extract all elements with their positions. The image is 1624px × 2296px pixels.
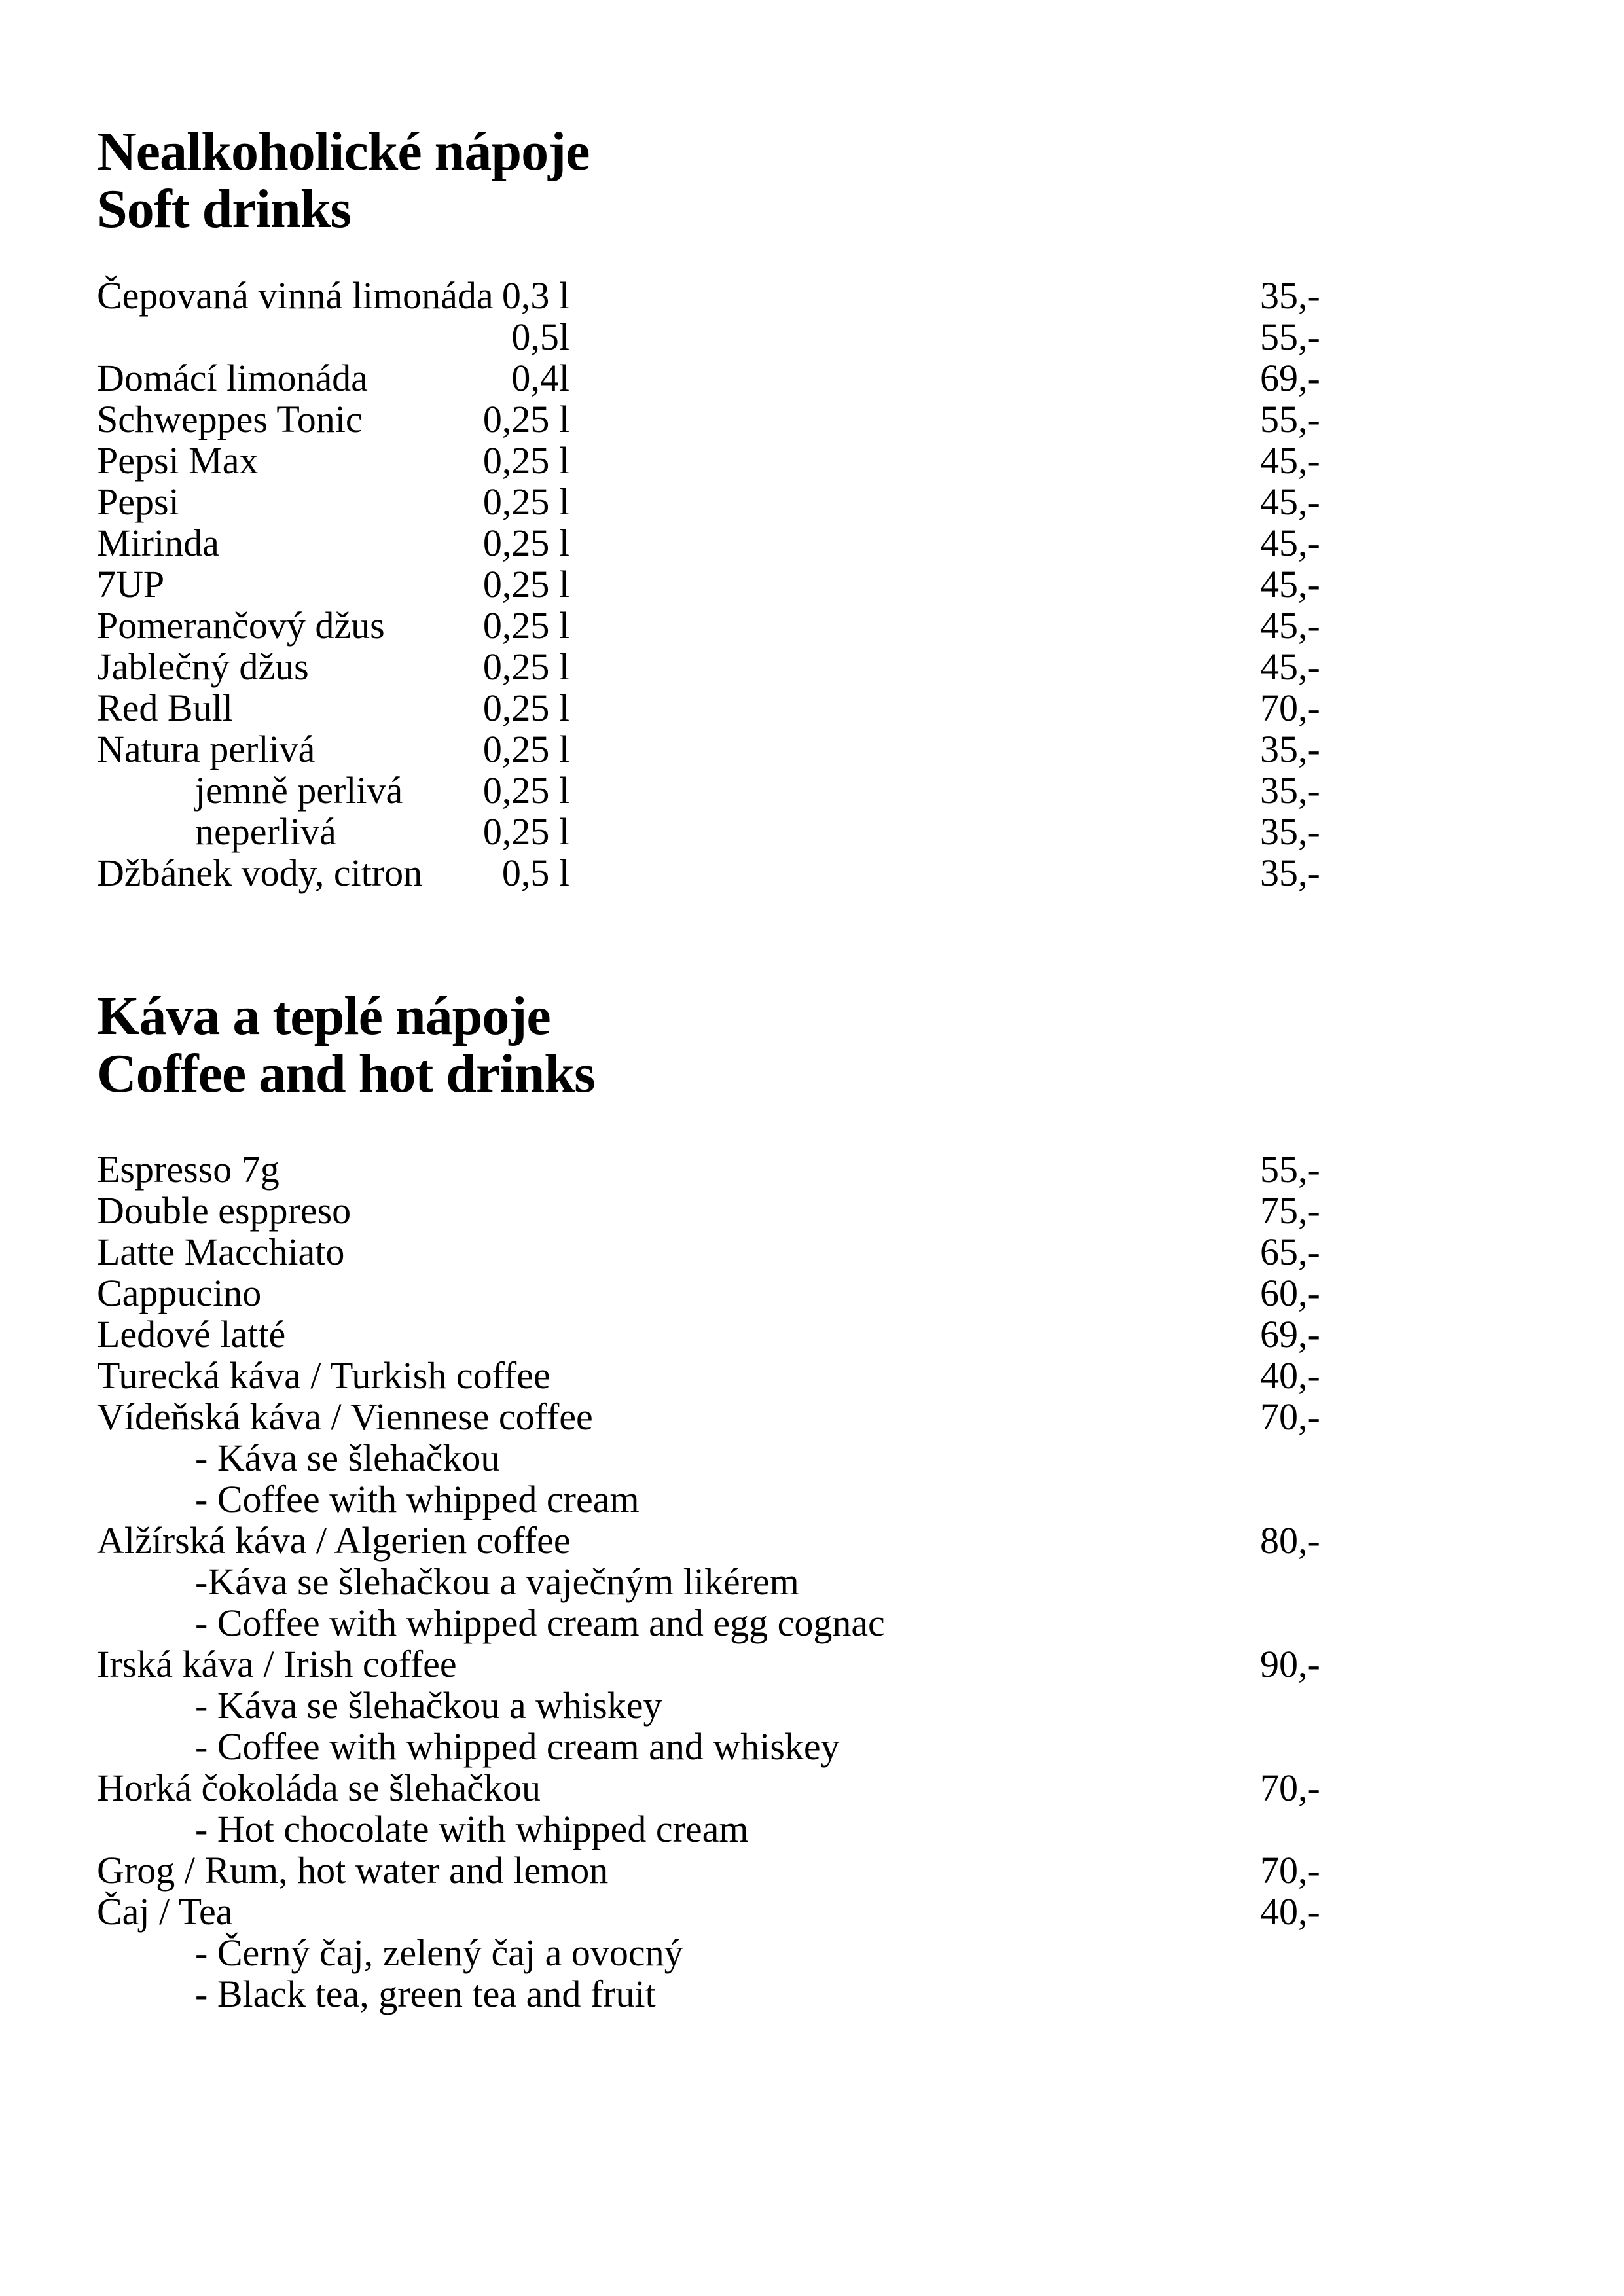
item-price: 40,-: [1260, 1354, 1320, 1397]
item-name: Mirinda: [97, 522, 219, 564]
item-name: Domácí limonáda: [97, 357, 368, 399]
menu-item-row: [97, 1891, 1624, 1932]
item-note: - Coffee with whipped cream: [195, 1478, 640, 1520]
item-price: 35,-: [1260, 810, 1320, 853]
item-price: 35,-: [1260, 728, 1320, 770]
item-note: - Černý čaj, zelený čaj a ovocný: [195, 1931, 683, 1974]
item-note: - Black tea, green tea and fruit: [195, 1973, 656, 2015]
item-note: -Káva se šlehačkou a vaječným likérem: [195, 1560, 799, 1603]
item-volume: 0,25 l: [482, 439, 569, 482]
item-name: Espresso 7g: [97, 1148, 280, 1191]
menu-item-note-row: [97, 1602, 1624, 1643]
menu-item-row: [97, 1396, 1624, 1437]
item-name: Red Bull: [97, 687, 233, 729]
item-note: - Káva se šlehačkou a whiskey: [195, 1684, 662, 1727]
menu-item-row: [97, 1314, 1624, 1355]
item-name: Džbánek vody, citron: [97, 852, 423, 894]
section-title-czech: Káva a teplé nápoje: [97, 986, 550, 1047]
item-volume: 0,25 l: [482, 563, 569, 605]
item-price: 55,-: [1260, 1148, 1320, 1191]
item-volume: 0,4l: [511, 357, 569, 399]
menu-item-note-row: [97, 1932, 1624, 1973]
menu-item-note-row: [97, 1808, 1624, 1850]
item-volume: 0,25 l: [482, 604, 569, 647]
menu-item-row: [97, 357, 1624, 399]
item-price: 35,-: [1260, 769, 1320, 812]
item-price: 55,-: [1260, 398, 1320, 440]
item-name: neperlivá: [195, 810, 336, 853]
item-price: 69,-: [1260, 357, 1320, 399]
item-price: 45,-: [1260, 522, 1320, 564]
menu-item-row: [97, 1767, 1624, 1808]
item-name: Vídeňská káva / Viennese coffee: [97, 1395, 593, 1438]
section-soft-drinks: [97, 123, 1624, 893]
item-name: Double esppreso: [97, 1189, 352, 1232]
item-volume: 0,25 l: [482, 728, 569, 770]
menu-item-row: [97, 687, 1624, 728]
item-volume: 0,25 l: [482, 687, 569, 729]
menu-item-row: [97, 1149, 1624, 1190]
item-price: 45,-: [1260, 439, 1320, 482]
menu-item-row: [97, 1272, 1624, 1314]
menu-item-row: [97, 770, 1624, 811]
menu-item-row: [97, 811, 1624, 852]
item-name: jemně perlivá: [195, 769, 403, 812]
item-price: 35,-: [1260, 852, 1320, 894]
menu-item-note-row: [97, 1479, 1624, 1520]
coffee-list: [97, 1149, 1624, 2015]
item-price: 45,-: [1260, 563, 1320, 605]
section-title-english: Coffee and hot drinks: [97, 1043, 595, 1104]
menu-item-row: [97, 522, 1624, 564]
item-name: Grog / Rum, hot water and lemon: [97, 1849, 609, 1892]
section-coffee-hot-drinks: [97, 988, 1624, 2015]
menu-item-note-row: [97, 1973, 1624, 2015]
item-price: 35,-: [1260, 274, 1320, 317]
item-name: Alžírská káva / Algerien coffee: [97, 1519, 571, 1562]
menu-item-row: [97, 564, 1624, 605]
item-price: 70,-: [1260, 1849, 1320, 1892]
item-volume: 0,25 l: [482, 769, 569, 812]
section-title-english: Soft drinks: [97, 179, 352, 240]
menu-item-row: [97, 1355, 1624, 1396]
item-price: 70,-: [1260, 687, 1320, 729]
item-price: 70,-: [1260, 1395, 1320, 1438]
item-name: Jablečný džus: [97, 645, 309, 688]
item-note: - Hot chocolate with whipped cream: [195, 1808, 749, 1850]
item-name: Natura perlivá: [97, 728, 316, 770]
item-price: 65,-: [1260, 1230, 1320, 1273]
item-volume: 0,25 l: [482, 398, 569, 440]
item-name: Irská káva / Irish coffee: [97, 1643, 457, 1685]
section-title-soft-drinks: [97, 123, 1624, 238]
item-volume: 0,25 l: [482, 522, 569, 564]
item-name: Ledové latté: [97, 1313, 286, 1355]
section-title-czech: Nealkoholické nápoje: [97, 121, 590, 182]
item-price: 75,-: [1260, 1189, 1320, 1232]
menu-item-row: [97, 399, 1624, 440]
menu-item-note-row: [97, 1726, 1624, 1767]
item-volume: 0,25 l: [482, 810, 569, 853]
item-price: 69,-: [1260, 1313, 1320, 1355]
item-name: Turecká káva / Turkish coffee: [97, 1354, 550, 1397]
item-price: 55,-: [1260, 315, 1320, 358]
menu-item-row: [97, 275, 1624, 316]
item-name: Latte Macchiato: [97, 1230, 345, 1273]
item-price: 70,-: [1260, 1767, 1320, 1809]
item-price: 45,-: [1260, 645, 1320, 688]
menu-item-note-row: [97, 1685, 1624, 1726]
section-title-coffee: [97, 988, 1624, 1103]
item-name: Pepsi Max: [97, 439, 259, 482]
item-price: 80,-: [1260, 1519, 1320, 1562]
menu-item-row: [97, 1850, 1624, 1891]
menu-item-row: [97, 646, 1624, 687]
item-name: Horká čokoláda se šlehačkou: [97, 1767, 541, 1809]
menu-item-row: [97, 728, 1624, 770]
item-price: 90,-: [1260, 1643, 1320, 1685]
item-note: - Coffee with whipped cream and egg cognac: [195, 1602, 885, 1644]
menu-item-note-row: [97, 1437, 1624, 1479]
item-note: - Coffee with whipped cream and whiskey: [195, 1725, 840, 1768]
item-name: Schweppes Tonic: [97, 398, 363, 440]
item-volume: 0,3 l: [501, 274, 569, 317]
item-price: 60,-: [1260, 1272, 1320, 1314]
item-note: - Káva se šlehačkou: [195, 1437, 500, 1479]
item-price: 40,-: [1260, 1890, 1320, 1933]
menu-item-row: [97, 852, 1624, 893]
menu-item-row: [97, 605, 1624, 646]
item-volume: 0,5 l: [501, 852, 569, 894]
item-volume: 0,5l: [511, 315, 569, 358]
item-volume: 0,25 l: [482, 645, 569, 688]
item-price: 45,-: [1260, 604, 1320, 647]
menu-item-row: [97, 1231, 1624, 1272]
item-name: 7UP: [97, 563, 165, 605]
soft-drinks-list: [97, 275, 1624, 893]
menu-item-row: [97, 316, 1624, 357]
item-volume: 0,25 l: [482, 480, 569, 523]
item-name: Čaj / Tea: [97, 1890, 233, 1933]
menu-item-row: [97, 440, 1624, 481]
menu-item-row: [97, 1520, 1624, 1561]
item-name: Čepovaná vinná limonáda: [97, 274, 494, 317]
menu-item-row: [97, 1643, 1624, 1685]
item-price: 45,-: [1260, 480, 1320, 523]
menu-item-row: [97, 481, 1624, 522]
menu-item-note-row: [97, 1561, 1624, 1602]
item-name: Cappucino: [97, 1272, 262, 1314]
item-name: Pepsi: [97, 480, 179, 523]
item-name: Pomerančový džus: [97, 604, 385, 647]
menu-item-row: [97, 1190, 1624, 1231]
